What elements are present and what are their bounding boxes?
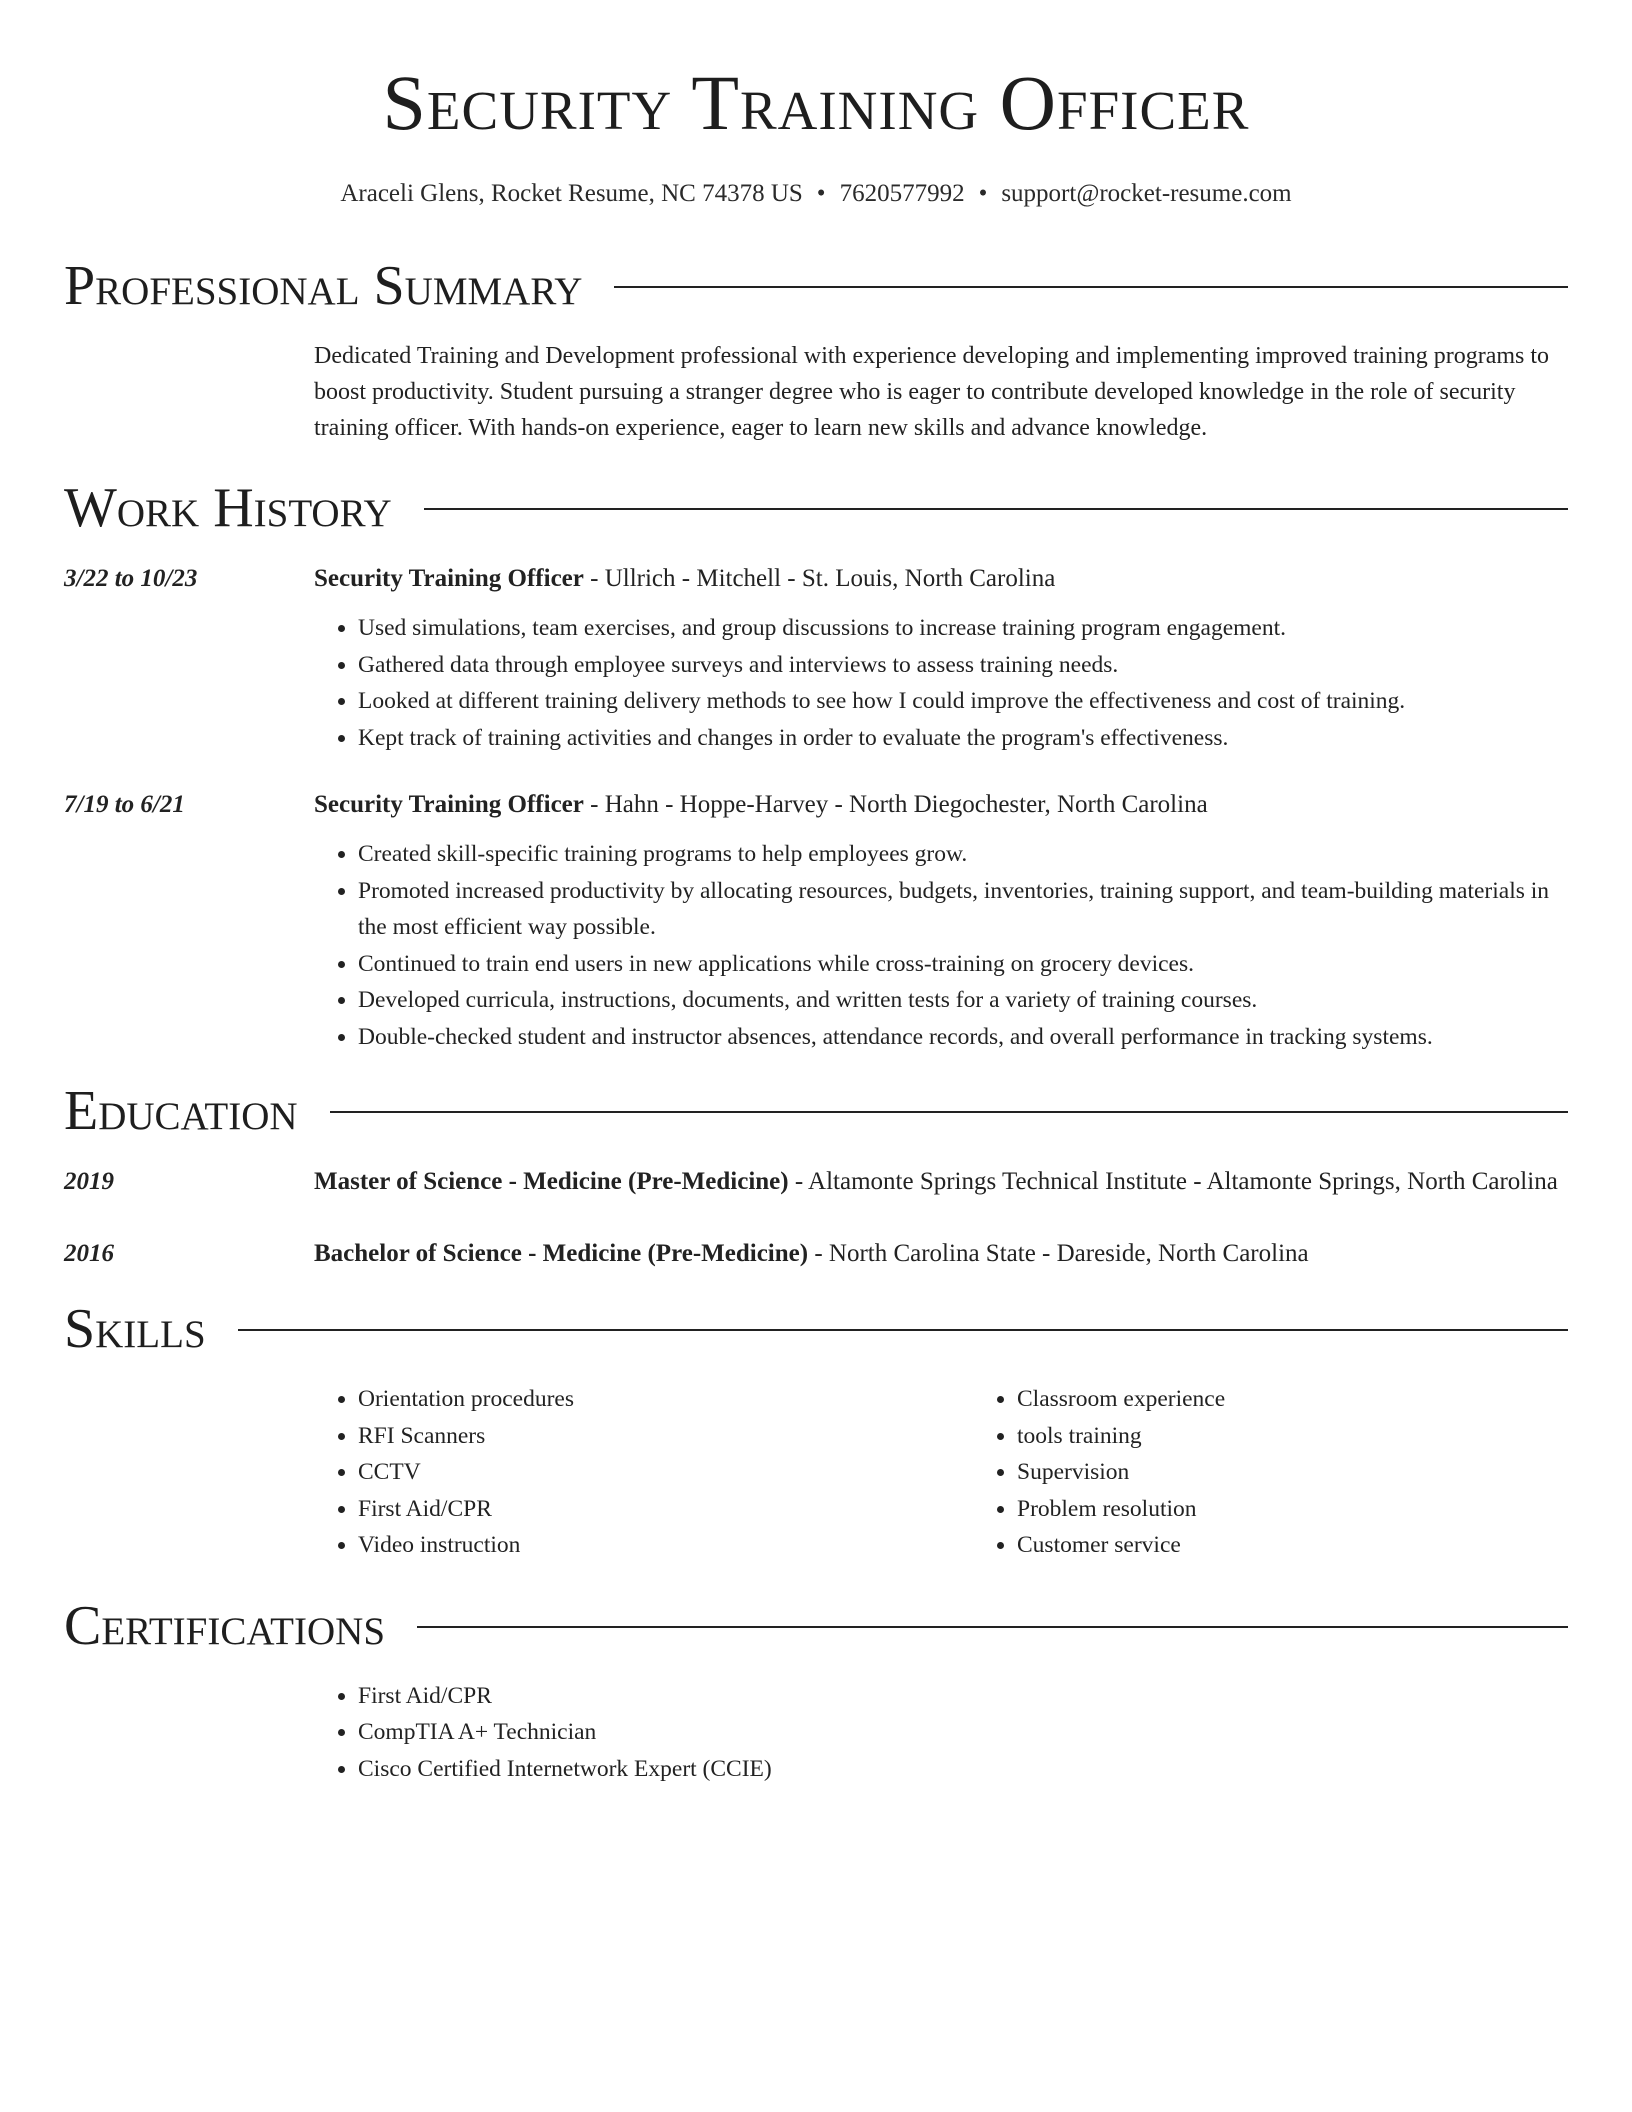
skill-item: • Classroom experience	[1017, 1381, 1568, 1418]
education-details: - North Carolina State - Dareside, North Carolina	[808, 1240, 1309, 1267]
section-divider	[330, 1111, 1568, 1113]
job-bullet: • Kept track of training activities and changes in order to evaluate the program's effectiveness.	[358, 720, 1568, 757]
certification-item: • Cisco Certified Internetwork Expert (CCIE)	[358, 1751, 1568, 1788]
skills-heading: Skills	[64, 1298, 206, 1360]
job-dates: 7/19 to 6/21	[64, 791, 185, 818]
section-divider	[424, 508, 1568, 510]
job-details: - Ullrich - Mitchell - St. Louis, North Carolina	[583, 565, 1056, 592]
contact-address: Araceli Glens, Rocket Resume, NC 74378 US	[340, 180, 803, 207]
skills-section-header	[64, 1297, 1568, 1361]
certifications-section-header	[64, 1594, 1568, 1658]
education-year: 2019	[64, 1168, 114, 1195]
skill-item: • Orientation procedures	[358, 1381, 973, 1418]
education-section-header	[64, 1079, 1568, 1143]
skill-item: • Problem resolution	[1017, 1491, 1568, 1528]
job-bullet: • Looked at different training delivery methods to see how I could improve the effectiveness and cost of training.	[358, 683, 1568, 720]
skill-item: • CCTV	[358, 1454, 973, 1491]
job-dates: 3/22 to 10/23	[64, 565, 198, 592]
contact-separator: •	[978, 180, 988, 207]
certifications-list	[64, 1678, 1568, 1788]
summary-text: Dedicated Training and Development professional with experience developing and implementing improved training programs to boost productivity. Student pursuing a stranger degree who is eager to contribute developed knowledge in the role of security training officer. With hands-on experience, eager to learn new skills and advance knowledge.	[314, 343, 1550, 441]
work-section-header	[64, 476, 1568, 540]
skill-item: • Customer service	[1017, 1527, 1568, 1564]
skill-item: • RFI Scanners	[358, 1418, 973, 1455]
contact-line	[64, 178, 1568, 210]
education-entry	[64, 1163, 1568, 1201]
skill-item: • Video instruction	[358, 1527, 973, 1564]
section-divider	[614, 286, 1568, 288]
contact-email: support@rocket-resume.com	[1001, 180, 1292, 207]
summary-row	[64, 338, 1568, 446]
job-bullet: • Double-checked student and instructor absences, attendance records, and overall performance in tracking systems.	[358, 1019, 1568, 1056]
education-entry	[64, 1235, 1568, 1273]
skills-column-left	[314, 1381, 973, 1564]
job-bullets	[314, 836, 1568, 1055]
education-degree: Bachelor of Science - Medicine (Pre-Medicine)	[314, 1240, 809, 1267]
job-heading	[314, 560, 1568, 598]
skills-column-right	[973, 1381, 1568, 1564]
contact-separator: •	[816, 180, 826, 207]
summary-heading: Professional Summary	[64, 255, 583, 317]
skill-item: • First Aid/CPR	[358, 1491, 973, 1528]
education-heading: Education	[64, 1080, 298, 1142]
job-entry	[64, 786, 1568, 1055]
job-heading	[314, 786, 1568, 824]
skill-item: • tools training	[1017, 1418, 1568, 1455]
certification-item: • CompTIA A+ Technician	[358, 1714, 1568, 1751]
contact-phone: 7620577992	[839, 180, 965, 207]
job-title: Security Training Officer	[314, 791, 584, 818]
resume-title: Security Training Officer	[382, 59, 1250, 146]
job-bullets	[314, 610, 1568, 756]
job-bullet: • Continued to train end users in new applications while cross-training on grocery devices.	[358, 946, 1568, 983]
education-year: 2016	[64, 1240, 114, 1267]
job-bullet: • Developed curricula, instructions, documents, and written tests for a variety of training courses.	[358, 982, 1568, 1019]
job-entry	[64, 560, 1568, 756]
job-bullet: • Used simulations, team exercises, and group discussions to increase training program engagement.	[358, 610, 1568, 647]
work-heading: Work History	[64, 477, 392, 539]
skills-list	[64, 1381, 1568, 1564]
section-divider	[417, 1626, 1568, 1628]
certification-item: • First Aid/CPR	[358, 1678, 1568, 1715]
job-details: - Hahn - Hoppe-Harvey - North Diegochester, North Carolina	[583, 791, 1208, 818]
job-bullet: • Gathered data through employee surveys and interviews to assess training needs.	[358, 647, 1568, 684]
job-bullet: • Created skill-specific training programs to help employees grow.	[358, 836, 1568, 873]
certifications-heading: Certifications	[64, 1594, 386, 1657]
job-title: Security Training Officer	[314, 565, 584, 592]
summary-section-header	[64, 254, 1568, 318]
skill-item: • Supervision	[1017, 1454, 1568, 1491]
education-details: - Altamonte Springs Technical Institute - Altamonte Springs, North Carolina	[788, 1168, 1558, 1195]
section-divider	[238, 1329, 1568, 1331]
education-degree: Master of Science - Medicine (Pre-Medicine)	[314, 1168, 789, 1195]
job-bullet: • Promoted increased productivity by allocating resources, budgets, inventories, training support, and team-building materials in the most efficient way possible.	[358, 873, 1568, 946]
